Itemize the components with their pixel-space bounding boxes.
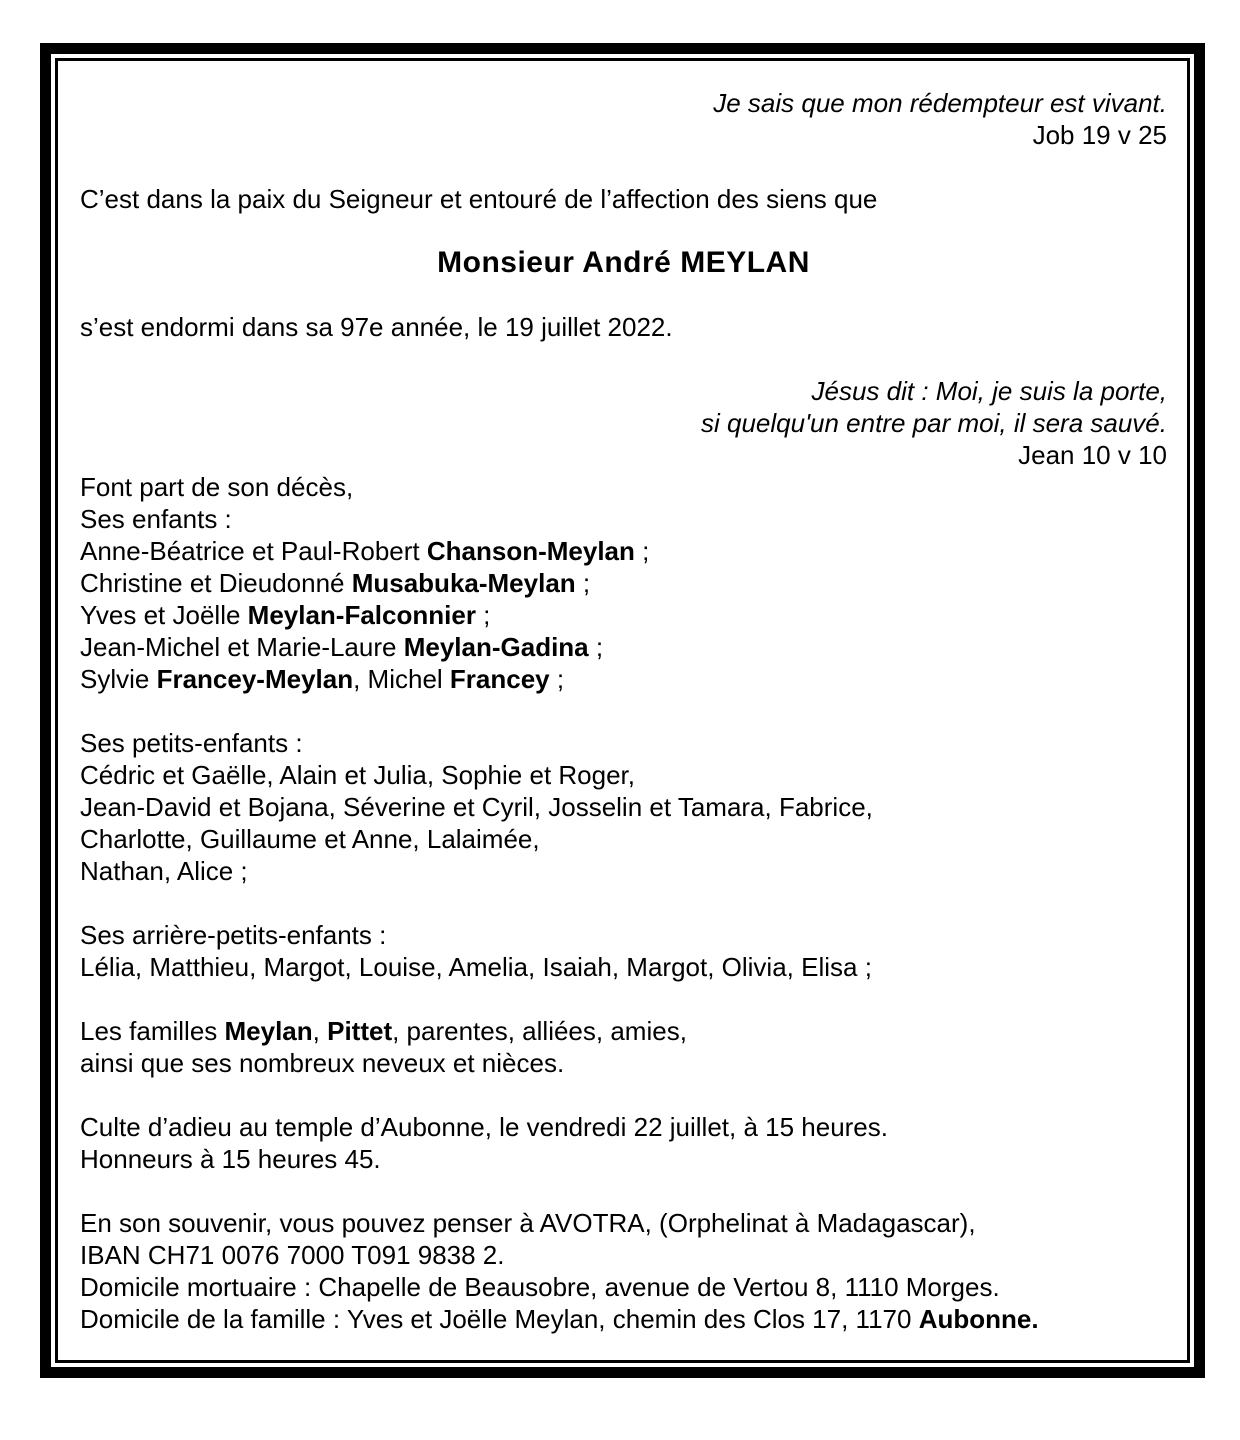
blank-line: [80, 1175, 1167, 1207]
grandchildren-line-1: Cédric et Gaëlle, Alain et Julia, Sophie et Roger,: [80, 760, 635, 790]
scripture-quote-jean-2: si quelqu'un entre par moi, il sera sauvé.: [701, 408, 1167, 438]
family-surname-bold: Musabuka-Meylan: [351, 568, 576, 598]
blank-line: [80, 1079, 1167, 1111]
text-segment: ;: [575, 568, 591, 598]
scripture-ref-job: Job 19 v 25: [1032, 120, 1167, 150]
blank-line: [80, 151, 1167, 183]
iban-line: IBAN CH71 0076 7000 T091 9838 2.: [80, 1240, 505, 1270]
grandchildren-header: Ses petits-enfants :: [80, 728, 303, 758]
text-segment: ;: [588, 632, 604, 662]
family-surname-bold: Pittet: [327, 1016, 393, 1046]
family-surname-bold: Meylan-Falconnier: [247, 600, 476, 630]
child-line-4: [80, 631, 1167, 663]
family-surname-bold: Chanson-Meylan: [426, 536, 635, 566]
family-address-line: [80, 1303, 1167, 1335]
text-segment: Les familles: [80, 1016, 225, 1046]
blank-line: [80, 983, 1167, 1015]
child-line-2: [80, 567, 1167, 599]
service-line: Culte d’adieu au temple d’Aubonne, le vendredi 22 juillet, à 15 heures.: [80, 1112, 888, 1142]
text-segment: Domicile de la famille : Yves et Joëlle Meylan, chemin des Clos 17, 1170: [80, 1304, 919, 1334]
text-segment: , Michel: [353, 664, 450, 694]
text-segment: ,: [312, 1016, 328, 1046]
children-header: Ses enfants :: [80, 504, 232, 534]
scripture-quote-job: Je sais que mon rédempteur est vivant.: [713, 88, 1167, 118]
text-segment: Anne-Béatrice et Paul-Robert: [80, 536, 427, 566]
notice-lines: [80, 87, 1167, 1335]
blank-line: [80, 887, 1167, 919]
memorial-donation-line: En son souvenir, vous pouvez penser à AVOTRA, (Orphelinat à Madagascar),: [80, 1208, 976, 1238]
blank-line: [80, 695, 1167, 727]
text-segment: Christine et Dieudonné: [80, 568, 352, 598]
text-segment: Yves et Joëlle: [80, 600, 248, 630]
death-date-line: s’est endormi dans sa 97e année, le 19 juillet 2022.: [80, 312, 673, 342]
notice-outer-frame: [40, 43, 1205, 1378]
family-surname-bold: Meylan-Gadina: [403, 632, 589, 662]
family-surname-bold: Francey-Meylan: [156, 664, 354, 694]
blank-line: [80, 279, 1167, 311]
mortuary-address-line: Domicile mortuaire : Chapelle de Beausobre, avenue de Vertou 8, 1110 Morges.: [80, 1272, 1000, 1302]
great-grandchildren-header: Ses arrière-petits-enfants :: [80, 920, 387, 950]
scripture-quote-jean-1: Jésus dit : Moi, je suis la porte,: [811, 376, 1167, 406]
blank-line: [80, 343, 1167, 375]
grandchildren-line-3: Charlotte, Guillaume et Anne, Lalaimée,: [80, 824, 540, 854]
family-surname-bold: Francey: [449, 664, 550, 694]
intro-line: C’est dans la paix du Seigneur et entouré de l’affection des siens que: [80, 184, 878, 214]
text-segment: , parentes, alliées, amies,: [392, 1016, 687, 1046]
child-line-5: [80, 663, 1167, 695]
announcement-line: Font part de son décès,: [80, 472, 354, 502]
honors-line: Honneurs à 15 heures 45.: [80, 1144, 381, 1174]
families-line-2: ainsi que ses nombreux neveux et nièces.: [80, 1048, 565, 1078]
scripture-ref-jean: Jean 10 v 10: [1018, 440, 1167, 470]
text-segment: ;: [549, 664, 565, 694]
text-segment: Jean-Michel et Marie-Laure: [80, 632, 404, 662]
grandchildren-line-2: Jean-David et Bojana, Séverine et Cyril, Josselin et Tamara, Fabrice,: [80, 792, 873, 822]
deceased-name: Monsieur André MEYLAN: [437, 246, 810, 279]
text-segment: ;: [634, 536, 650, 566]
text-segment: Sylvie: [80, 664, 157, 694]
family-surname-bold: Meylan: [224, 1016, 313, 1046]
notice-inner-frame: [55, 58, 1190, 1363]
family-surname-bold: Aubonne.: [918, 1304, 1039, 1334]
grandchildren-line-4: Nathan, Alice ;: [80, 856, 248, 886]
blank-line: [80, 215, 1167, 247]
families-line-1: [80, 1015, 1167, 1047]
child-line-3: [80, 599, 1167, 631]
great-grandchildren-line: Lélia, Matthieu, Margot, Louise, Amelia, Isaiah, Margot, Olivia, Elisa ;: [80, 952, 872, 982]
child-line-1: [80, 535, 1167, 567]
text-segment: ;: [475, 600, 491, 630]
